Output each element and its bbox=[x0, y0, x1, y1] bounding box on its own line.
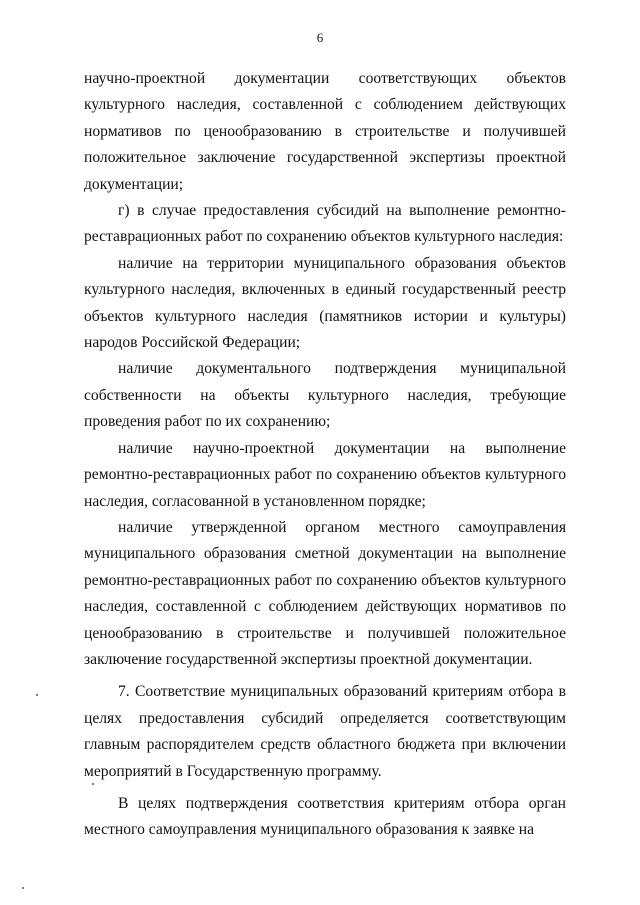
paragraph-criterion-project-docs: наличие научно-проектной документации на выполнение ремонтно-реставрационных работ по сохранению объектов культурного наследия, согласованной в установленном порядке; bbox=[84, 439, 566, 510]
page-number: 6 bbox=[316, 30, 324, 45]
paragraph-criterion-registry: наличие на территории муниципального образования объектов культурного наследия, включенных в единый государственный реестр объектов культурного наследия (памятников истории и культуры) народов Российской Федерации; bbox=[84, 254, 566, 352]
document-body bbox=[84, 66, 566, 844]
paragraph-criterion-ownership: наличие документального подтверждения муниципальной собственности на объекты культурного наследия, требующие проведения работ по их сохранению; bbox=[84, 360, 566, 431]
scan-speck bbox=[22, 887, 24, 889]
paragraph-confirmation: В целях подтверждения соответствия критериям отбора орган местного самоуправления муниципального образования к заявке на bbox=[84, 794, 566, 839]
paragraph-section-7: 7. Соответствие муниципальных образований критериям отбора в целях предоставления субсидий определяется соответствующим главным распорядителем средств областного бюджета при включении мероприятий в Государственную программу. bbox=[84, 683, 566, 780]
scan-speck bbox=[92, 783, 94, 785]
paragraph-continuation: научно-проектной документации соответствующих объектов культурного наследия, составленной с соблюдением действующих нормативов по ценообразованию в строительстве и получившей положительное заключение государственной экспертизы проектной документации; bbox=[84, 70, 566, 193]
paragraph-item-g: г) в случае предоставления субсидий на выполнение ремонтно-реставрационных работ по сохранению объектов культурного наследия: bbox=[84, 202, 566, 246]
paragraph-criterion-estimate-docs: наличие утвержденной органом местного самоуправления муниципального образования сметной документации на выполнение ремонтно-реставрационных работ по сохранению объектов культурного наследия, составленной с соблюдением действующих нормативов по ценообразованию в строительстве и получившей положительное заключение государственной экспертизы проектной документации. bbox=[84, 518, 566, 668]
scan-speck bbox=[36, 694, 38, 696]
